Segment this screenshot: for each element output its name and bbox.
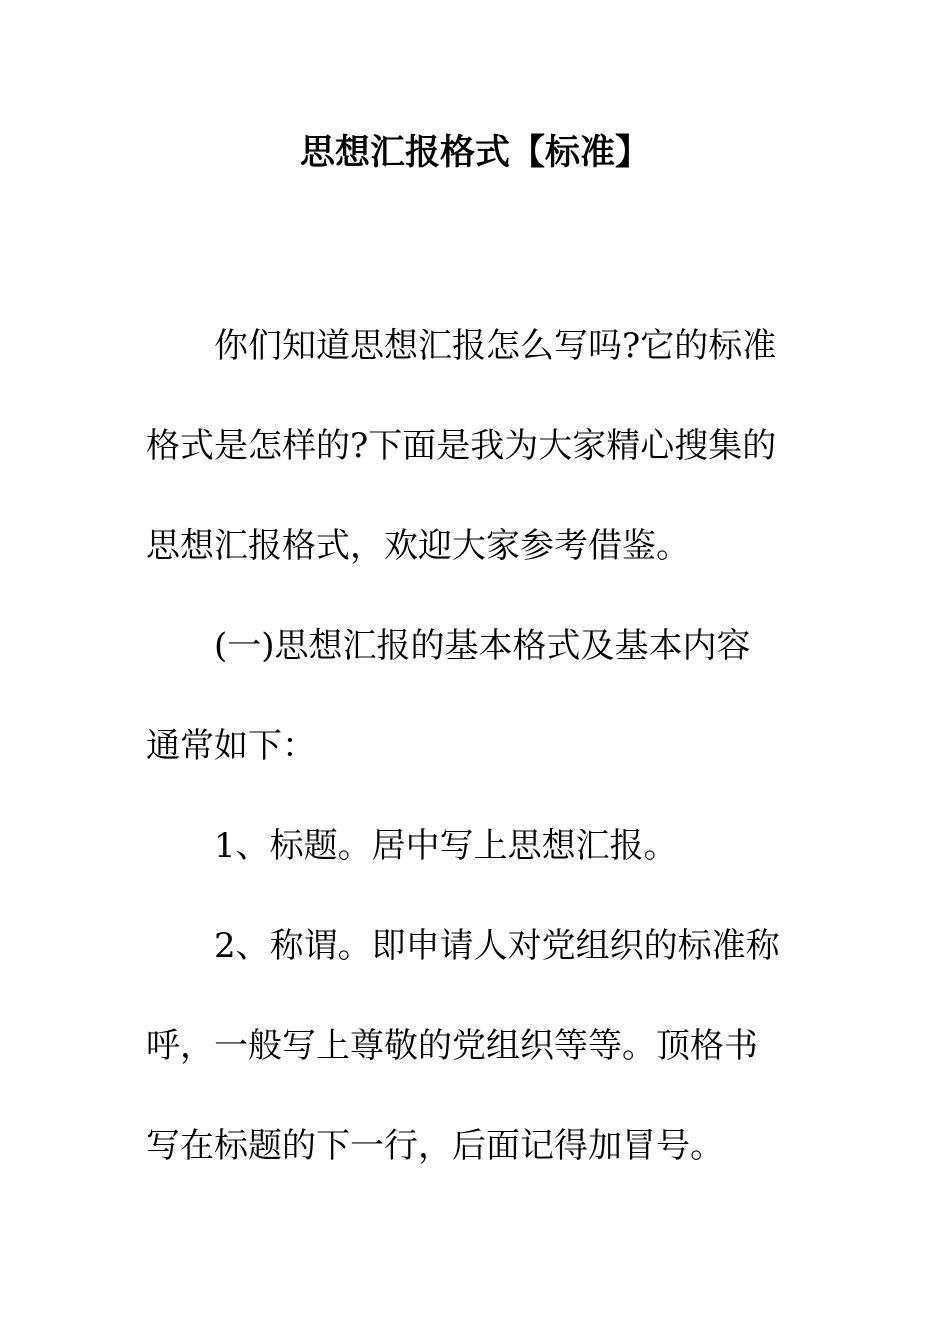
- text-line: 思想汇报格式，欢迎大家参考借鉴。: [146, 526, 690, 566]
- text-line: 你们知道思想汇报怎么写吗?它的标准: [214, 326, 777, 366]
- paragraph-item-2: [146, 896, 806, 1196]
- document-body: [146, 296, 806, 1196]
- paragraph-intro: [146, 296, 806, 596]
- text-line: 呼，一般写上尊敬的党组织等等。顶格书: [146, 1026, 758, 1066]
- paragraph-item-1: [146, 796, 806, 896]
- text-line: 2、称谓。即申请人对党组织的标准称: [214, 926, 780, 966]
- text-line: 1、标题。居中写上思想汇报。: [214, 826, 678, 866]
- text-line: 格式是怎样的?下面是我为大家精心搜集的: [146, 426, 777, 466]
- text-line: 写在标题的下一行，后面记得加冒号。: [146, 1126, 724, 1166]
- document-title: 思想汇报格式【标准】: [299, 132, 650, 173]
- text-line: (一)思想汇报的基本格式及基本内容: [214, 626, 751, 666]
- text-line: 通常如下：: [146, 726, 316, 766]
- paragraph-section-heading: [146, 596, 806, 796]
